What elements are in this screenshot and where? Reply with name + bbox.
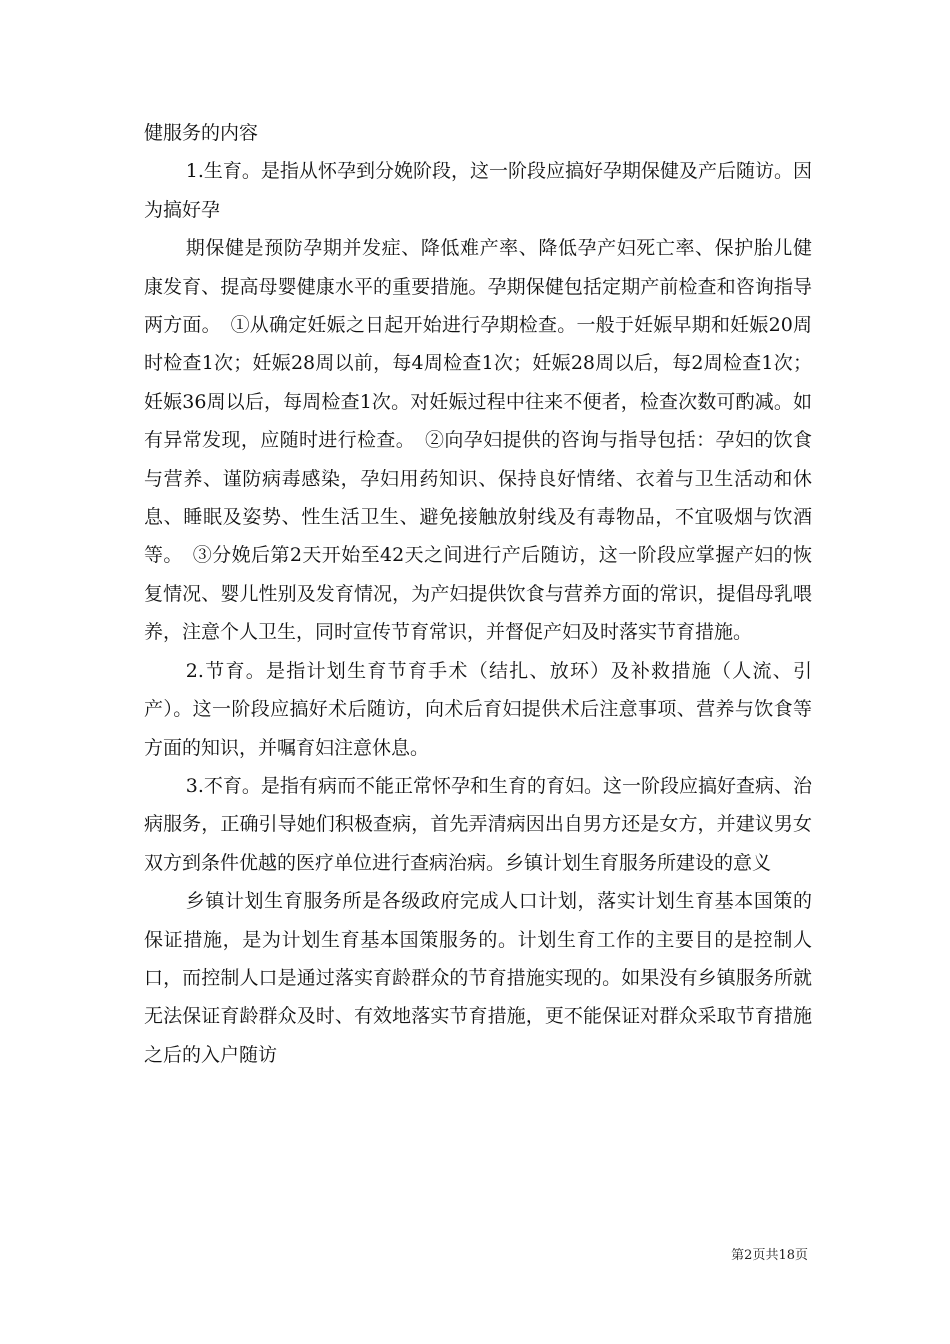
document-body: [144, 114, 812, 1074]
paragraph-infertility: 3.不育。是指有病而不能正常怀孕和生育的育妇。这一阶段应搞好查病、治病服务，正确引导她们积极查病，首先弄清病因出自男方还是女方，并建议男女双方到条件优越的医疗单位进行查病治病。乡镇计划生育服务所建设的意义: [144, 774, 812, 874]
paragraph-service-station-significance: 乡镇计划生育服务所是各级政府完成人口计划，落实计划生育基本国策的保证措施，是为计划生育基本国策服务的。计划生育工作的主要目的是控制人口，而控制人口是通过落实育龄群众的节育措施实现的。如果没有乡镇服务所就无法保证育龄群众及时、有效地落实节育措施，更不能保证对群众采取节育措施之后的入户随访: [144, 890, 812, 1066]
paragraph-birth: 1.生育。是指从怀孕到分娩阶段，这一阶段应搞好孕期保健及产后随访。因为搞好孕: [144, 160, 812, 221]
paragraph-heading-tail: 健服务的内容: [144, 122, 259, 144]
page-number: 第2页共18页: [731, 1248, 808, 1263]
paragraph-prenatal-care: 期保健是预防孕期并发症、降低难产率、降低孕产妇死亡率、保护胎儿健康发育、提高母婴健康水平的重要措施。孕期保健包括定期产前检查和咨询指导两方面。 ①从确定妊娠之日起开始进行孕期检查。一般于妊娠早期和妊娠20周时检查1次；妊娠28周以前，每4周检查1次；妊娠28周以后，每2周检查1次；妊娠36周以后，每周检查1次。对妊娠过程中往来不便者，检查次数可酌减。如有异常发现，应随时进行检查。 ②向孕妇提供的咨询与指导包括：孕妇的饮食与营养、谨防病毒感染，孕妇用药知识、保持良好情绪、衣着与卫生活动和休息、睡眠及姿势、性生活卫生、避免接触放射线及有毒物品，不宜吸烟与饮酒等。 ③分娩后第2天开始至42天之间进行产后随访，这一阶段应掌握产妇的恢复情况、婴儿性别及发育情况，为产妇提供饮食与营养方面的常识，提倡母乳喂养，注意个人卫生，同时宣传节育常识，并督促产妇及时落实节育措施。: [144, 237, 812, 644]
paragraph-contraception: 2.节育。是指计划生育节育手术（结扎、放环）及补救措施（人流、引产）。这一阶段应搞好术后随访，向术后育妇提供术后注意事项、营养与饮食等方面的知识，并嘱育妇注意休息。: [144, 659, 812, 759]
